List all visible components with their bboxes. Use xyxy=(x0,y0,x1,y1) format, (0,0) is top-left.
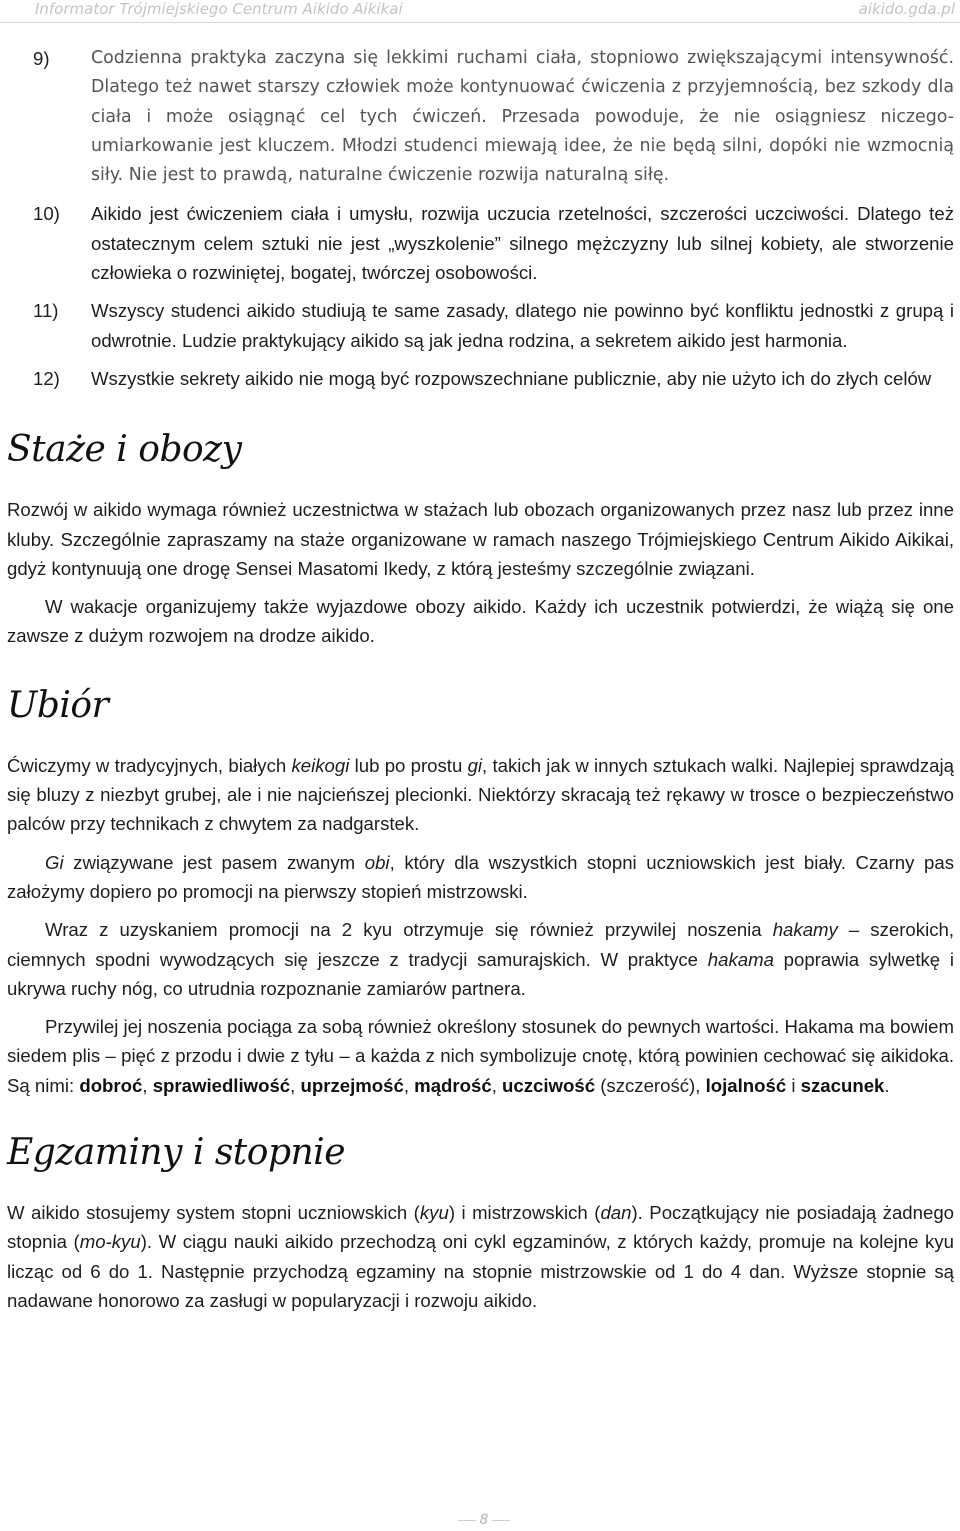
virtue: sprawiedliwość xyxy=(152,1074,291,1096)
text-run: ). W ciągu nauki aikido przechodzą oni cykl egzaminów, z których każdy, promuje na kolejne kyu licząc od 6 do 1. Następnie przychodzą egzaminy na stopnie mistrzowskie od 1 do 4 dan. Wyższe stopnie są nadawane honorowo za zasługi w popularyzacji i rozwoju aikido. xyxy=(7,1231,954,1311)
item-text: Aikido jest ćwiczeniem ciała i umysłu, rozwija uczucia rzetelności, szczerości uczciwości. Dlatego też ostatecznym celem sztuki nie jest „wyszkolenie” silnego mężczyzny lub silnej kobiety, ale stworzenie człowieka o rozwiniętej, bogatej, twórczej osobowości. xyxy=(91,203,954,284)
text-run: ) i mistrzowskich ( xyxy=(448,1202,601,1224)
virtue: szacunek xyxy=(800,1074,885,1096)
section-heading-staze: Staże i obozy xyxy=(7,429,242,471)
paragraph xyxy=(7,1198,954,1315)
item-number: 9) xyxy=(33,48,50,69)
document-body xyxy=(7,44,954,1324)
term-kyu: kyu xyxy=(419,1202,449,1224)
virtue: uczciwość xyxy=(502,1074,596,1096)
section-heading-egzaminy: Egzaminy i stopnie xyxy=(7,1132,345,1174)
term-keikogi: keikogi xyxy=(291,754,350,776)
item-text: Codzienna praktyka zaczyna się lekkimi ruchami ciała, stopniowo zwiększającymi intensywność. Dlatego też nawet starszy człowiek może kontynuować ćwiczenia z przyjemnością, bez szkody dla ciała i może osiągnąć cel tych ćwiczeń. Przesada powoduje, że nie osiągniesz niczego-umiarkowanie jest kluczem. Młodzi studenci miewają idee, że nie będą silni, dopóki nie wzmocnią siły. Nie jest to prawdą, naturalne ćwiczenie rozwija naturalną siłę. xyxy=(91,48,954,186)
term-mo-kyu: mo-kyu xyxy=(79,1231,141,1253)
item-text: Wszyscy studenci aikido studiują te same zasady, dlatego nie powinno być konfliktu jednostki z grupą i odwrotnie. Ludzie praktykujący aikido są jak jedna rodzina, a sekretem aikido jest harmonia. xyxy=(91,300,954,351)
list-item xyxy=(7,296,954,355)
page-number xyxy=(464,1512,504,1528)
paragraph xyxy=(7,848,954,907)
page-header xyxy=(0,0,960,23)
item-number: 10) xyxy=(33,203,60,225)
item-number: 12) xyxy=(33,367,60,389)
paragraph: W wakacje organizujemy także wyjazdowe obozy aikido. Każdy ich uczestnik potwierdzi, że wiążą się one zawsze z dużym rozwojem na drodze aikido. xyxy=(7,596,954,647)
section-heading-ubior: Ubiór xyxy=(7,684,109,726)
list-item xyxy=(7,44,954,190)
text-run: , takich jak w innych sztukach walki. Najlepiej sprawdzają się bluzy z niezbyt grubej, ale i nie najcieńszej plecionki. Niektórzy skracają też rękawy w trosce o bezpieczeństwo palców przy technikach z chwytem za nadgarstek. xyxy=(7,754,954,835)
list-item xyxy=(7,364,954,393)
paragraph xyxy=(7,1012,954,1100)
term-obi: obi xyxy=(364,851,390,873)
term-hakama: hakama xyxy=(707,948,774,970)
text-run: . xyxy=(884,1074,890,1096)
item-number: 11) xyxy=(33,300,59,322)
header-url: aikido.gda.pl xyxy=(858,0,955,18)
page-number-text: 8 xyxy=(476,1512,493,1528)
text-run: (szczerość), xyxy=(595,1074,706,1096)
paragraph: Rozwój w aikido wymaga również uczestnictwa w stażach lub obozach organizowanych przez nasz lub przez inne kluby. Szczególnie zapraszamy na staże organizowane w ramach naszego Trójmiejskiego Centrum Aikido Aikikai, gdyż kontynuują one drogę Sensei Masatomi Ikedy, z którą jesteśmy szczególnie związani. xyxy=(7,499,954,579)
virtue: dobroć xyxy=(79,1074,143,1096)
text-run: , xyxy=(142,1074,153,1096)
item-text: Wszystkie sekrety aikido nie mogą być rozpowszechniane publicznie, aby nie użyto ich do złych celów xyxy=(91,367,932,389)
term-hakamy: hakamy xyxy=(772,919,838,941)
text-run: związywane jest pasem zwanym xyxy=(63,851,365,873)
virtue: lojalność xyxy=(705,1074,787,1096)
text-run: ). Początkujący nie posiadają żadnego stopnia ( xyxy=(7,1202,954,1253)
virtue: uprzejmość xyxy=(300,1074,404,1096)
term-dan: dan xyxy=(600,1202,632,1224)
text-run: W aikido stosujemy system stopni uczniowskich ( xyxy=(7,1202,420,1224)
text-run: poprawia sylwetkę i ukrywa ruchy nóg, co utrudnia rozpoznanie zamiarów partnera. xyxy=(7,948,954,999)
text-run: , który dla wszystkich stopni uczniowskich jest biały. Czarny pas założymy dopiero po promocji na pierwszy stopień mistrzowski. xyxy=(7,851,954,902)
term-gi: Gi xyxy=(45,851,64,873)
text-run: , xyxy=(290,1074,301,1096)
list-item xyxy=(7,199,954,287)
paragraph xyxy=(7,915,954,1003)
text-run: Ćwiczymy w tradycyjnych, białych xyxy=(7,754,292,776)
header-title: Informator Trójmiejskiego Centrum Aikido Aikikai xyxy=(35,0,403,18)
text-run: Przywilej jej noszenia pociąga za sobą również określony stosunek do pewnych wartości. Hakama ma bowiem siedem plis – pięć z przodu i dwie z tyłu – a każda z nich symbolizuje cnotę, którą powinien cechować się aikidoka. Są nimi: xyxy=(7,1016,954,1096)
paragraph xyxy=(7,751,954,839)
text-run: i xyxy=(786,1074,801,1096)
text-run: , xyxy=(491,1074,503,1096)
term-gi: gi xyxy=(467,754,483,776)
text-run: lub po prostu xyxy=(349,754,468,776)
text-run: , xyxy=(403,1074,415,1096)
text-run: – szerokich, ciemnych spodni wywodzących się jeszcze z tradycji samurajskich. W praktyce xyxy=(7,919,955,970)
text-run: Wraz z uzyskaniem promocji na 2 kyu otrzymuje się również przywilej noszenia xyxy=(45,919,773,941)
virtue: mądrość xyxy=(414,1074,492,1096)
